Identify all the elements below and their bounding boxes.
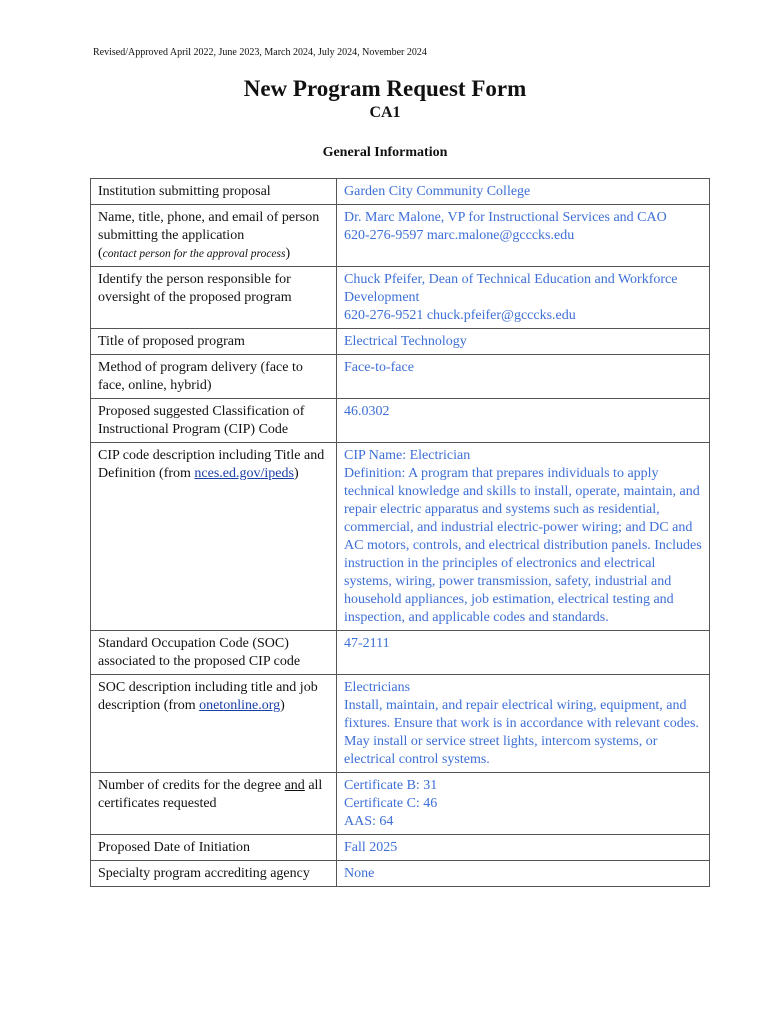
row-soc-code bbox=[91, 631, 710, 675]
row-credits bbox=[91, 773, 710, 835]
delivery-label: Method of program delivery (face to face, online, hybrid) bbox=[91, 355, 337, 399]
institution-value: Garden City Community College bbox=[337, 179, 710, 205]
soc-title: Electricians bbox=[344, 680, 411, 695]
submitter-note-open: ( bbox=[98, 246, 103, 261]
row-oversight bbox=[91, 267, 710, 329]
row-soc-description bbox=[91, 675, 710, 773]
credits-label-cell bbox=[91, 773, 337, 835]
soc-desc-label-close: ) bbox=[280, 698, 285, 713]
program-title-label: Title of proposed program bbox=[91, 329, 337, 355]
general-info-table bbox=[90, 178, 710, 887]
submitter-label: Name, title, phone, and email of person submitting the application bbox=[98, 210, 320, 243]
cip-desc-value-cell bbox=[337, 443, 710, 631]
program-title-value: Electrical Technology bbox=[337, 329, 710, 355]
certificate-c: Certificate C: 46 bbox=[344, 796, 438, 811]
cip-desc-label: CIP code description including Title and Definition (from bbox=[98, 448, 325, 481]
oversight-label: Identify the person responsible for oversight of the proposed program bbox=[91, 267, 337, 329]
onet-link[interactable]: onetonline.org bbox=[199, 698, 281, 713]
submitter-note: contact person for the approval process bbox=[102, 248, 286, 260]
row-accrediting bbox=[91, 861, 710, 887]
delivery-value: Face-to-face bbox=[337, 355, 710, 399]
row-initiation bbox=[91, 835, 710, 861]
form-code: CA1 bbox=[369, 104, 401, 121]
credits-value-cell bbox=[337, 773, 710, 835]
credits-label-pre: Number of credits for the degree bbox=[98, 778, 285, 793]
cip-desc-label-cell bbox=[91, 443, 337, 631]
submitter-contact: 620-276-9597 marc.malone@gcccks.edu bbox=[344, 228, 575, 243]
credits-label-post: all certificates requested bbox=[98, 778, 323, 811]
revision-note: Revised/Approved April 2022, June 2023, March 2024, July 2024, November 2024 bbox=[93, 47, 427, 58]
row-submitter bbox=[91, 205, 710, 267]
submitter-note-close: ) bbox=[285, 246, 291, 261]
aas-credits: AAS: 64 bbox=[344, 814, 394, 829]
cip-definition: Definition: A program that prepares individuals to apply technical knowledge and skills to install, operate, maintain, and repair electric apparatus and systems such as residential, commercial, and industrial electric-power wiring; and DC and AC motors, controls, and electrical distribution panels. Includes instruction in the principles of electronics and electrical systems, wiring, power transmission, safety, industrial and household appliances, job estimation, electrical testing and inspection, and applicable codes and standards. bbox=[344, 466, 702, 625]
soc-code-label: Standard Occupation Code (SOC) associated to the proposed CIP code bbox=[91, 631, 337, 675]
row-institution bbox=[91, 179, 710, 205]
soc-desc-value-cell bbox=[337, 675, 710, 773]
cip-code-label: Proposed suggested Classification of Instructional Program (CIP) Code bbox=[91, 399, 337, 443]
soc-job-description: Install, maintain, and repair electrical wiring, equipment, and fixtures. Ensure that work is in accordance with relevant codes. May install or service street lights, intercom systems, or electrical control systems. bbox=[344, 698, 699, 767]
submitter-label-cell bbox=[91, 205, 337, 267]
soc-code-value: 47-2111 bbox=[337, 631, 710, 675]
accrediting-label: Specialty program accrediting agency bbox=[91, 861, 337, 887]
row-delivery bbox=[91, 355, 710, 399]
credits-label-and: and bbox=[284, 778, 305, 793]
row-cip-code bbox=[91, 399, 710, 443]
cip-code-value: 46.0302 bbox=[337, 399, 710, 443]
institution-label: Institution submitting proposal bbox=[91, 179, 337, 205]
certificate-b: Certificate B: 31 bbox=[344, 778, 438, 793]
row-cip-description bbox=[91, 443, 710, 631]
oversight-value-cell bbox=[337, 267, 710, 329]
soc-desc-label-cell bbox=[91, 675, 337, 773]
submitter-value-cell bbox=[337, 205, 710, 267]
accrediting-value: None bbox=[337, 861, 710, 887]
cip-desc-label-close: ) bbox=[293, 466, 299, 481]
nces-link[interactable]: nces.ed.gov/ipeds bbox=[194, 466, 294, 481]
section-heading: General Information bbox=[322, 145, 448, 160]
form-title: New Program Request Form bbox=[243, 76, 527, 101]
oversight-name: Chuck Pfeifer, Dean of Technical Education and Workforce Development bbox=[344, 272, 678, 305]
oversight-contact: 620-276-9521 chuck.pfeifer@gcccks.edu bbox=[344, 308, 576, 323]
initiation-value: Fall 2025 bbox=[337, 835, 710, 861]
cip-name: CIP Name: Electrician bbox=[344, 448, 471, 463]
initiation-label: Proposed Date of Initiation bbox=[91, 835, 337, 861]
submitter-name: Dr. Marc Malone, VP for Instructional Services and CAO bbox=[344, 210, 667, 225]
row-program-title bbox=[91, 329, 710, 355]
soc-desc-label: SOC description including title and job description (from bbox=[98, 680, 318, 713]
